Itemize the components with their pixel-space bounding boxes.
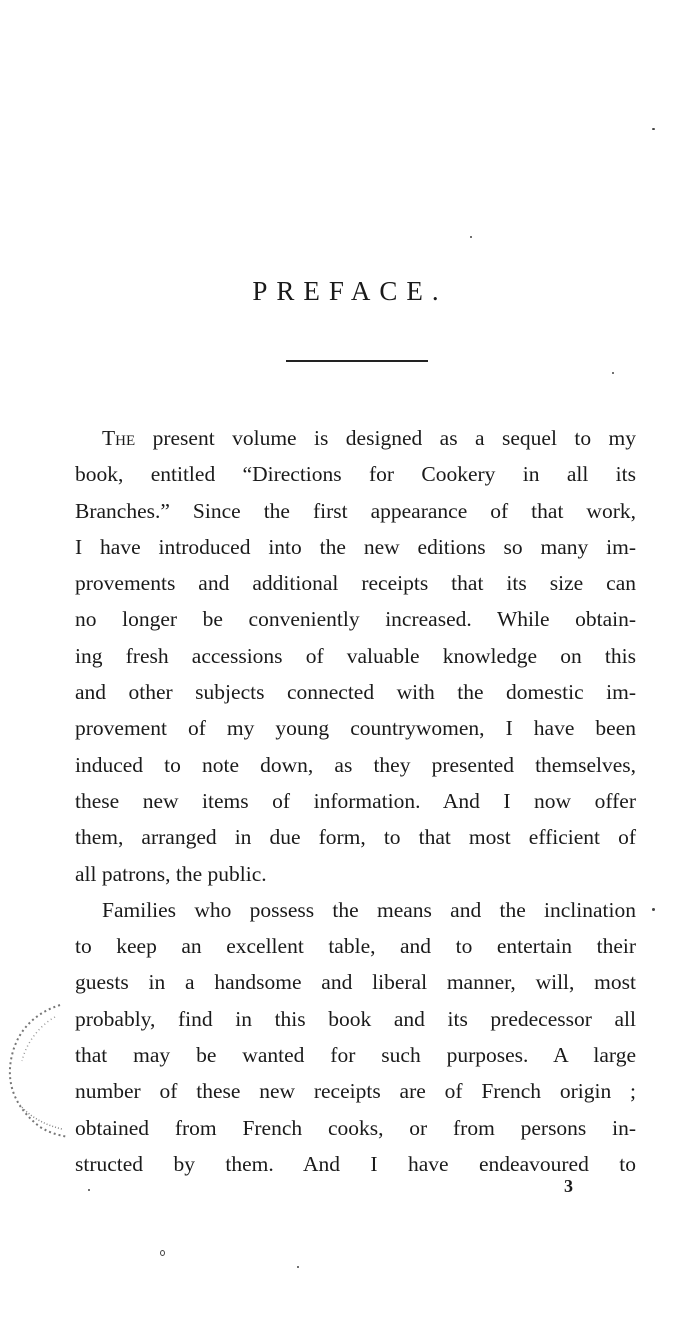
title-rule xyxy=(286,360,428,362)
text-line-15: to keep an excellent table, and to entertain their xyxy=(75,934,636,959)
scan-speck xyxy=(470,236,472,238)
scan-speck xyxy=(612,372,614,374)
text-line-17: probably, find in this book and its predecessor all xyxy=(75,1006,636,1031)
first-word: The xyxy=(102,426,136,450)
text-line-10: induced to note down, as they presented themselves, xyxy=(75,752,636,777)
text-line-8: and other subjects connected with the domestic im- xyxy=(75,680,636,705)
text-line-19: number of these new receipts are of French origin ; xyxy=(75,1079,636,1104)
preface-body xyxy=(75,420,636,1182)
ink-smudge-mark xyxy=(0,995,80,1145)
text-line-18: that may be wanted for such purposes. A large xyxy=(75,1043,636,1068)
text-line-11: these new items of information. And I now offer xyxy=(75,788,636,813)
text-line-20: obtained from French cooks, or from persons in- xyxy=(75,1115,636,1140)
text-line-9: provement of my young countrywomen, I have been xyxy=(75,716,636,741)
scan-speck xyxy=(160,1250,165,1256)
text-line-12: them, arranged in due form, to that most efficient of xyxy=(75,825,636,850)
page-number: 3 xyxy=(564,1176,573,1196)
text-line-16: guests in a handsome and liberal manner, will, most xyxy=(75,970,636,995)
scan-speck xyxy=(297,1266,299,1268)
text-line-5: provements and additional receipts that its size can xyxy=(75,571,636,596)
text-line-1: The present volume is designed as a sequel to my xyxy=(102,426,636,450)
text-line-14: Families who possess the means and the inclination xyxy=(102,897,636,922)
text-line-4: I have introduced into the new editions so many im- xyxy=(75,534,636,559)
text-line-3: Branches.” Since the first appearance of that work, xyxy=(75,498,636,523)
text-line-6: no longer be conveniently increased. While obtain- xyxy=(75,607,636,632)
text-line-13: all patrons, the public. xyxy=(75,861,267,886)
scan-speck xyxy=(652,128,655,130)
scan-speck xyxy=(88,1189,90,1191)
text-line-7: ing fresh accessions of valuable knowledge on this xyxy=(75,643,636,668)
page-title: PREFACE. xyxy=(252,276,448,306)
text-line-2: book, entitled “Directions for Cookery in all its xyxy=(75,462,636,487)
scan-speck xyxy=(652,908,655,911)
text-line-21: structed by them. And I have endeavoured to xyxy=(75,1151,636,1176)
